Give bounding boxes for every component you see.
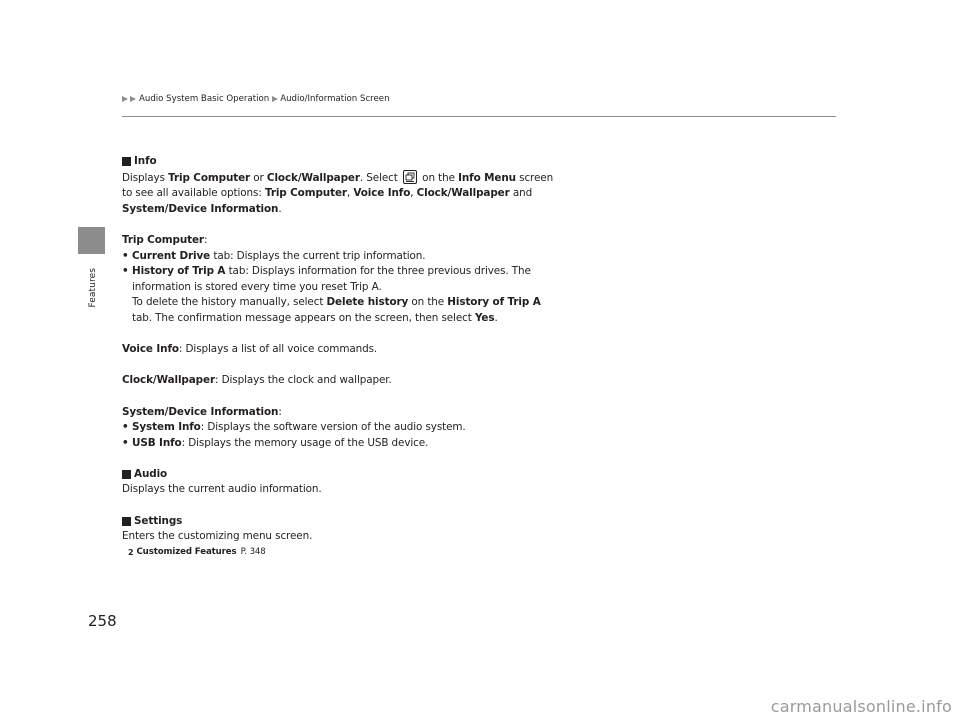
info-paragraph-line: System/Device Information. [122,202,282,215]
list-item-continuation: information is stored every time you reset Trip A. [132,280,382,293]
header-divider [122,116,836,117]
voice-info-description: Voice Info: Displays a list of all voice commands. [122,343,378,356]
breadcrumb [122,94,393,104]
breadcrumb-item[interactable]: Audio System Basic Operation [139,94,270,104]
breadcrumb-item[interactable]: Audio/Information Screen [280,94,390,104]
square-bullet-icon [122,157,131,166]
list-item: • History of Trip A tab: Displays information for the three previous drives. The [122,265,531,278]
info-paragraph-line: Displays Trip Computer or Clock/Wallpaper. Select on the Info Menu screen [122,171,554,184]
watermark: carmanualsonline.info [770,697,952,716]
trip-computer-label: Trip Computer: [122,233,208,246]
clock-wallpaper-description: Clock/Wallpaper: Displays the clock and wallpaper. [122,374,392,387]
breadcrumb-arrow-icon [130,96,136,102]
square-bullet-icon [122,517,131,526]
system-device-label: System/Device Information: [122,405,282,418]
info-paragraph-line: to see all available options: Trip Computer, Voice Info, Clock/Wallpaper and [122,187,533,200]
list-item-continuation: tab. The confirmation message appears on the screen, then select Yes. [132,311,498,324]
section-heading-info: Info [122,154,582,170]
page-number: 258 [88,612,117,630]
settings-description: Enters the customizing menu screen. [122,530,313,543]
section-label: Features [88,268,98,308]
cross-reference-link[interactable] [122,545,582,561]
section-heading-settings: Settings [122,514,582,530]
xref-label[interactable]: Customized Features [136,546,237,557]
audio-description: Displays the current audio information. [122,483,322,496]
xref-page[interactable]: P. 348 [240,546,266,557]
section-tab-marker [78,227,105,254]
list-item: • Current Drive tab: Displays the current trip information. [122,249,426,262]
list-item: • USB Info: Displays the memory usage of the USB device. [122,436,429,449]
list-item-continuation: To delete the history manually, select Delete history on the History of Trip A [132,296,541,309]
section-heading-audio: Audio [122,467,582,483]
page-content [122,154,582,560]
reference-arrow-icon: 2 [128,547,134,557]
breadcrumb-arrow-icon [122,96,128,102]
info-menu-icon [403,170,417,184]
square-bullet-icon [122,470,131,479]
list-item: • System Info: Displays the software version of the audio system. [122,421,466,434]
breadcrumb-arrow-icon [272,96,278,102]
